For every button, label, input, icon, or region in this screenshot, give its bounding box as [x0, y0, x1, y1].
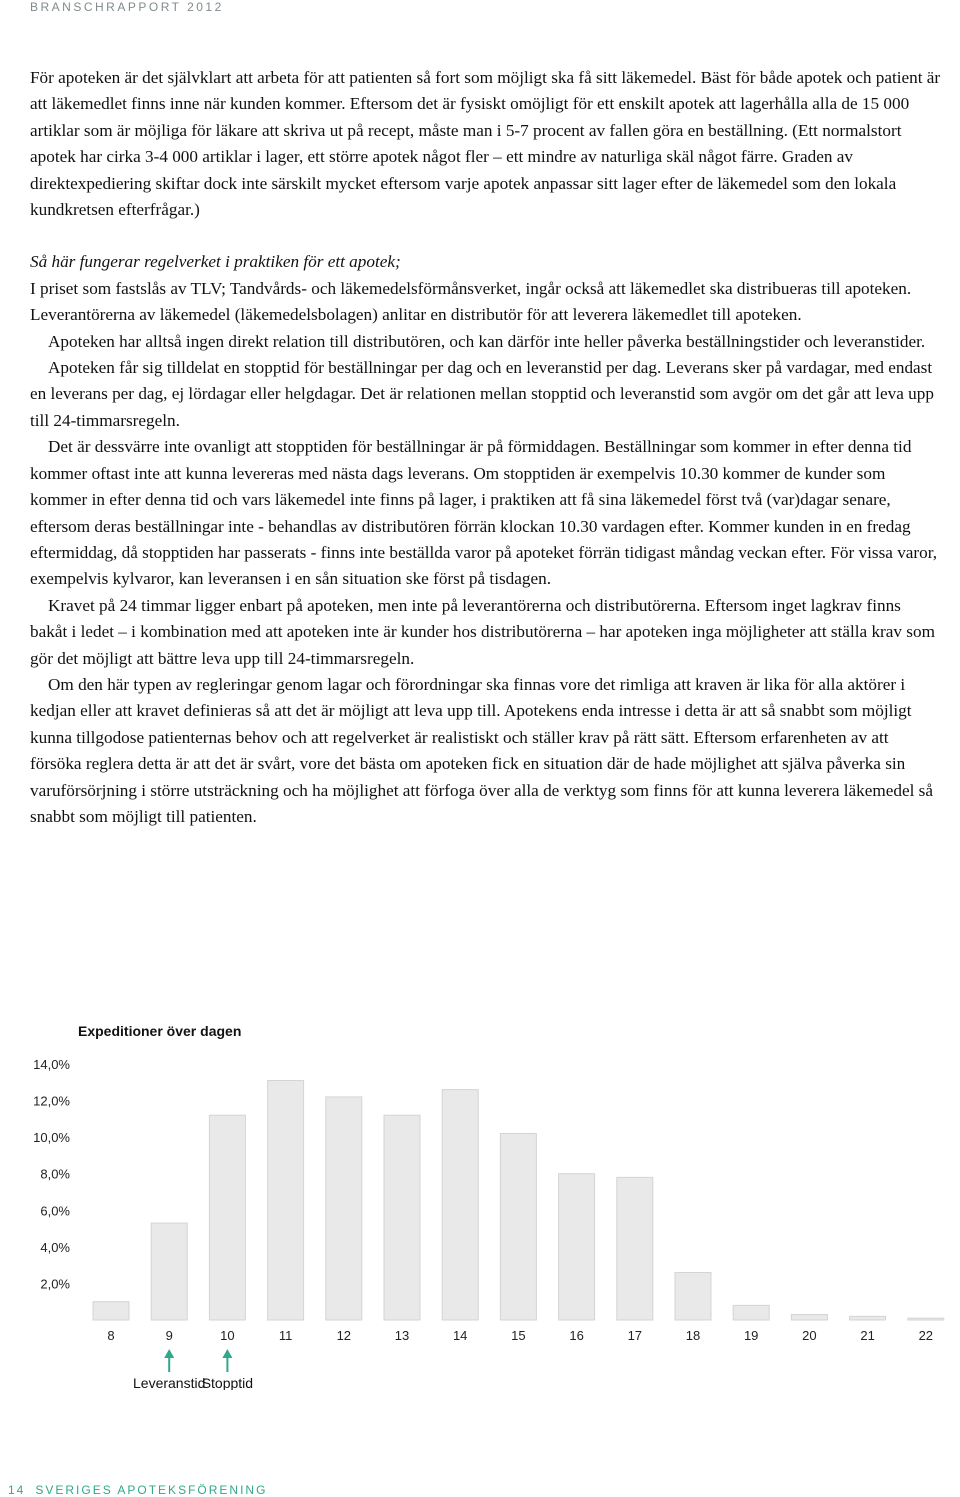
x-tick-label: 8 [107, 1328, 115, 1343]
x-tick-label: 9 [165, 1328, 173, 1343]
y-tick-label: 8,0% [40, 1166, 70, 1182]
x-tick-label: 14 [452, 1328, 468, 1343]
bar-15 [500, 1133, 536, 1320]
y-tick-label: 10,0% [33, 1130, 70, 1146]
x-tick-label: 11 [278, 1328, 293, 1343]
chart-title: Expeditioner över dagen [78, 1023, 242, 1039]
y-tick-label: 6,0% [40, 1203, 70, 1219]
bar-13 [384, 1115, 420, 1320]
paragraph-relation: Apoteken har alltså ingen direkt relation till distributören, och kan därför inte heller påverka beställningstider och leveranstider. [48, 331, 926, 351]
paragraph-conclusion: Om den här typen av regleringar genom lagar och förordningar ska finnas vore det rimliga att kraven är lika för alla aktörer i kedjan eller att kravet definieras så att det är möjligt att leva upp till. Apotekens enda intresse i detta är att så snabbt som möjligt kunna tillgodose patienternas behov och att regelverket är realistiskt och ställer krav på rätt sätt. Eftersom erfarenheten av att försöka reglera detta är att det är svårt, vore det bästa om apoteken fick en situation där de hade möjlighet att själva påverka sin varuförsörjning i större utsträckning och ha möjlighet att förfoga över alla de verktyg som finns för att kunna leverera läkemedel så snabbt som möjligt till patienten. [30, 674, 933, 826]
bar-17 [617, 1177, 653, 1320]
bar-16 [559, 1174, 595, 1320]
paragraph-stopptid: Apoteken får sig tilldelat en stopptid för beställningar per dag och en leveranstid per dag. Leverans sker på vardagar, med endast en leverans per dag, ej lördagar eller helgdagar. Det är relationen mellan stopptid och leveranstid som avgör om det går att leva upp till 24-timmarsregeln. [30, 358, 934, 430]
bar-10 [209, 1115, 245, 1320]
paragraph-price: I priset som fastslås av TLV; Tandvårds- och läkemedelsförmånsverket, ingår också att läkemedlet ska distribueras till apoteken. Leverantörerna av läkemedel (läkemedelsbolagen) anlitar en distributör för att leverera läkemedlet till apoteken. [30, 278, 912, 325]
annotations [133, 1349, 253, 1390]
x-tick-label: 19 [743, 1328, 759, 1343]
section-heading: Så här fungerar regelverket i praktiken för ett apotek; [30, 252, 401, 272]
bar-20 [791, 1315, 827, 1320]
x-tick-label: 22 [918, 1328, 934, 1343]
annotation-arrow-head [222, 1349, 232, 1358]
footer-org: SVERIGES APOTEKSFÖRENING [35, 1483, 268, 1497]
paragraph-intro: För apoteken är det självklart att arbeta för att patienten så fort som möjligt ska få sitt läkemedel. Bäst för både apotek och patient är att läkemedlet finns inne när kunden kommer. Eftersom det är fysiskt omöjligt för ett enskilt apotek att lagerhålla alla de 15 000 artiklar som är möjliga för läkare att skriva ut på recept, måste man i 5-7 procent av fallen göra en beställning. (Ett normalstort apotek har cirka 3-4 000 artiklar i lager, ett större apotek något fler – ett mindre av naturliga skäl något färre. Graden av direktexpediering skiftar dock inte särskilt mycket eftersom varje apotek anpassar sitt lager efter de läkemedel som den lokala kundkretsen efterfrågar.) [30, 68, 941, 220]
y-tick-label: 14,0% [33, 1057, 70, 1072]
x-tick-label: 13 [394, 1328, 410, 1343]
bar-22 [908, 1318, 944, 1320]
x-tick-label: 12 [336, 1328, 352, 1343]
page-footer [8, 1483, 267, 1497]
y-axis-ticks [33, 1057, 70, 1291]
x-tick-label: 17 [627, 1328, 643, 1343]
bar-19 [733, 1305, 769, 1320]
y-tick-label: 2,0% [40, 1276, 70, 1292]
x-axis-ticks [107, 1328, 933, 1343]
bar-9 [151, 1223, 187, 1320]
y-tick-label: 4,0% [40, 1239, 70, 1255]
bar-12 [326, 1097, 362, 1320]
paragraph-requirement: Kravet på 24 timmar ligger enbart på apoteken, men inte på leverantörerna och distributörerna. Eftersom inget lagkrav finns bakåt i ledet – i kombination med att apoteken inte är kunder hos distributörerna – har apoteken inga möjligheter att ställa krav som gör det möjligt att bättre leva upp till 24-timmarsregeln. [30, 595, 935, 668]
expeditions-bar-chart [0, 1010, 960, 1390]
annotation-arrow-head [164, 1349, 174, 1358]
running-header: BRANSCHRAPPORT 2012 [30, 0, 224, 14]
y-tick-label: 12,0% [33, 1093, 70, 1109]
paragraph-example: Det är dessvärre inte ovanligt att stopptiden för beställningar är på förmiddagen. Beställningar som kommer in efter denna tid kommer oftast inte att kunna levereras med nästa dags leverans. Om stopptiden är exempelvis 10.30 kommer de kunder som kommer in efter denna tid och vars läkemedel inte finns på lager, i praktiken att få sina läkemedel först två (var)dagar senare, eftersom deras beställningar inte - behandlas av distributören förrän klockan 10.30 vardagen efter. Kommer kunden in en fredag eftermiddag, då stopptiden har passerats - finns inte beställda varor på apoteket förrän tidigast måndag veckan efter. För vissa varor, exempelvis kylvaror, kan leveransen i en sån situation ske först på tisdagen. [30, 437, 938, 589]
x-tick-label: 10 [220, 1328, 235, 1343]
x-tick-label: 15 [511, 1328, 526, 1343]
bar-11 [268, 1080, 304, 1320]
article-body [30, 65, 942, 830]
page-number: 14 [8, 1483, 26, 1497]
x-tick-label: 20 [802, 1328, 817, 1343]
x-tick-label: 16 [569, 1328, 584, 1343]
x-tick-label: 18 [685, 1328, 701, 1343]
bars [93, 1080, 944, 1320]
bar-21 [850, 1316, 886, 1320]
annotation-label: Stopptid [201, 1375, 254, 1390]
annotation-label: Leveranstid [133, 1375, 206, 1390]
x-tick-label: 21 [860, 1328, 875, 1343]
bar-14 [442, 1090, 478, 1320]
bar-18 [675, 1272, 711, 1320]
bar-8 [93, 1302, 129, 1320]
